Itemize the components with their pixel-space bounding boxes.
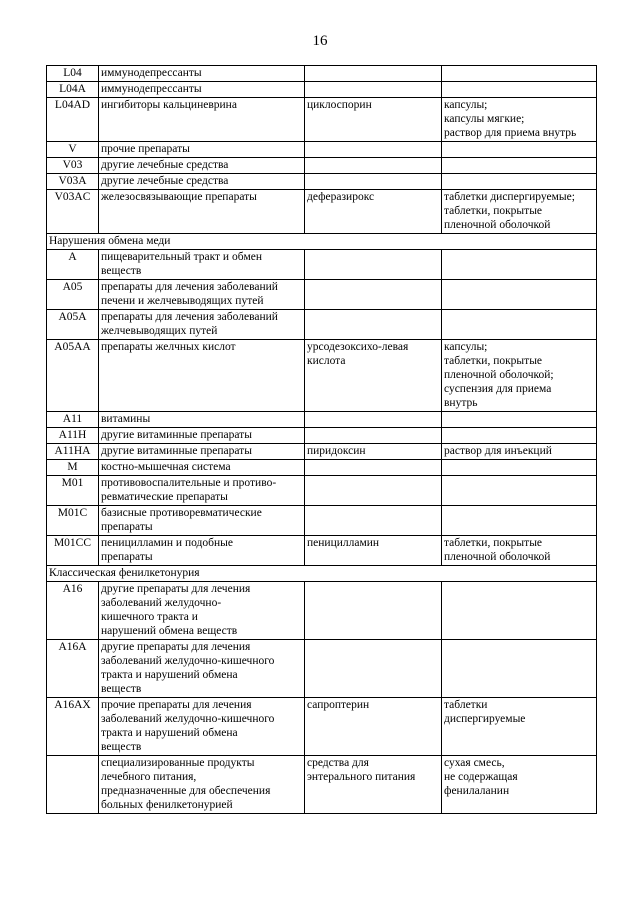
drug-name-cell: средства для энтерального питания <box>305 756 442 814</box>
dosage-form-cell <box>442 174 597 190</box>
atc-code-cell: M01CC <box>47 536 99 566</box>
atc-code-cell: A11HA <box>47 444 99 460</box>
atc-code-cell: L04AD <box>47 98 99 142</box>
table-row <box>47 698 597 756</box>
dosage-form-cell <box>442 640 597 698</box>
dosage-form-cell: таблетки диспергируемые; таблетки, покрытые пленочной оболочкой <box>442 190 597 234</box>
table-row <box>47 82 597 98</box>
table-row <box>47 412 597 428</box>
atc-code-cell: A05A <box>47 310 99 340</box>
drug-name-cell <box>305 640 442 698</box>
atc-code-cell: V03AC <box>47 190 99 234</box>
dosage-form-cell <box>442 428 597 444</box>
drug-name-cell <box>305 142 442 158</box>
group-name-cell: ингибиторы кальциневрина <box>99 98 305 142</box>
dosage-form-cell: капсулы; капсулы мягкие; раствор для приема внутрь <box>442 98 597 142</box>
drug-name-cell <box>305 66 442 82</box>
table-row <box>47 756 597 814</box>
drug-name-cell <box>305 476 442 506</box>
group-name-cell: другие лечебные средства <box>99 158 305 174</box>
dosage-form-cell <box>442 310 597 340</box>
atc-code-cell: A16 <box>47 582 99 640</box>
drug-name-cell: сапроптерин <box>305 698 442 756</box>
atc-code-cell: A05AA <box>47 340 99 412</box>
dosage-form-cell <box>442 460 597 476</box>
atc-code-cell: L04 <box>47 66 99 82</box>
table-row <box>47 158 597 174</box>
dosage-form-cell <box>442 476 597 506</box>
atc-code-cell: A16AX <box>47 698 99 756</box>
section-row <box>47 566 597 582</box>
page-number: 16 <box>312 33 328 49</box>
drug-name-cell <box>305 250 442 280</box>
dosage-form-cell <box>442 142 597 158</box>
group-name-cell: другие препараты для лечения заболеваний желудочно-кишечного тракта и нарушений обмена веществ <box>99 640 305 698</box>
table-row <box>47 444 597 460</box>
drug-table <box>46 65 597 814</box>
table-row <box>47 66 597 82</box>
dosage-form-cell: таблетки диспергируемые <box>442 698 597 756</box>
group-name-cell: другие препараты для лечения заболеваний желудочно- кишечного тракта и нарушений обмена веществ <box>99 582 305 640</box>
dosage-form-cell: таблетки, покрытые пленочной оболочкой <box>442 536 597 566</box>
group-name-cell: препараты для лечения заболеваний печени и желчевыводящих путей <box>99 280 305 310</box>
atc-code-cell: A16A <box>47 640 99 698</box>
atc-code-cell <box>47 756 99 814</box>
table-row <box>47 174 597 190</box>
atc-code-cell: V03A <box>47 174 99 190</box>
section-title: Нарушения обмена меди <box>47 234 597 250</box>
group-name-cell: препараты желчных кислот <box>99 340 305 412</box>
table-row <box>47 280 597 310</box>
table-row <box>47 98 597 142</box>
drug-name-cell: урсодезоксихо-левая кислота <box>305 340 442 412</box>
table-row <box>47 640 597 698</box>
drug-name-cell <box>305 428 442 444</box>
atc-code-cell: A11H <box>47 428 99 444</box>
section-title: Классическая фенилкетонурия <box>47 566 597 582</box>
atc-code-cell: M01 <box>47 476 99 506</box>
section-row <box>47 234 597 250</box>
group-name-cell: противовоспалительные и противо- ревматические препараты <box>99 476 305 506</box>
drug-name-cell: циклоспорин <box>305 98 442 142</box>
drug-name-cell: деферазирокс <box>305 190 442 234</box>
atc-code-cell: A11 <box>47 412 99 428</box>
group-name-cell: костно-мышечная система <box>99 460 305 476</box>
drug-name-cell <box>305 174 442 190</box>
table-row <box>47 310 597 340</box>
atc-code-cell: L04A <box>47 82 99 98</box>
group-name-cell: другие лечебные средства <box>99 174 305 190</box>
group-name-cell: железосвязывающие препараты <box>99 190 305 234</box>
dosage-form-cell <box>442 66 597 82</box>
table-row <box>47 428 597 444</box>
dosage-form-cell: раствор для инъекций <box>442 444 597 460</box>
dosage-form-cell <box>442 506 597 536</box>
table-row <box>47 460 597 476</box>
table-row <box>47 582 597 640</box>
atc-code-cell: A <box>47 250 99 280</box>
dosage-form-cell <box>442 412 597 428</box>
drug-name-cell: пиридоксин <box>305 444 442 460</box>
table-row <box>47 190 597 234</box>
group-name-cell: пеницилламин и подобные препараты <box>99 536 305 566</box>
atc-code-cell: A05 <box>47 280 99 310</box>
drug-name-cell <box>305 310 442 340</box>
atc-code-cell: M <box>47 460 99 476</box>
drug-name-cell <box>305 582 442 640</box>
table-row <box>47 340 597 412</box>
group-name-cell: витамины <box>99 412 305 428</box>
dosage-form-cell: сухая смесь, не содержащая фенилаланин <box>442 756 597 814</box>
group-name-cell: прочие препараты <box>99 142 305 158</box>
drug-name-cell <box>305 460 442 476</box>
dosage-form-cell <box>442 82 597 98</box>
dosage-form-cell <box>442 582 597 640</box>
drug-name-cell: пеницилламин <box>305 536 442 566</box>
atc-code-cell: M01C <box>47 506 99 536</box>
drug-name-cell <box>305 280 442 310</box>
atc-code-cell: V03 <box>47 158 99 174</box>
table-body <box>47 66 597 814</box>
dosage-form-cell <box>442 250 597 280</box>
group-name-cell: пищеварительный тракт и обмен веществ <box>99 250 305 280</box>
group-name-cell: специализированные продукты лечебного питания, предназначенные для обеспечения больных фенилкетонурией <box>99 756 305 814</box>
drug-name-cell <box>305 158 442 174</box>
table-row <box>47 536 597 566</box>
atc-code-cell: V <box>47 142 99 158</box>
group-name-cell: прочие препараты для лечения заболеваний желудочно-кишечного тракта и нарушений обмена веществ <box>99 698 305 756</box>
group-name-cell: препараты для лечения заболеваний желчевыводящих путей <box>99 310 305 340</box>
dosage-form-cell <box>442 280 597 310</box>
table-row <box>47 506 597 536</box>
group-name-cell: другие витаминные препараты <box>99 444 305 460</box>
drug-name-cell <box>305 506 442 536</box>
group-name-cell: базисные противоревматические препараты <box>99 506 305 536</box>
drug-name-cell <box>305 82 442 98</box>
drug-name-cell <box>305 412 442 428</box>
dosage-form-cell <box>442 158 597 174</box>
group-name-cell: иммунодепрессанты <box>99 82 305 98</box>
table-row <box>47 142 597 158</box>
group-name-cell: другие витаминные препараты <box>99 428 305 444</box>
table-row <box>47 250 597 280</box>
table-row <box>47 476 597 506</box>
dosage-form-cell: капсулы; таблетки, покрытые пленочной оболочкой; суспензия для приема внутрь <box>442 340 597 412</box>
group-name-cell: иммунодепрессанты <box>99 66 305 82</box>
